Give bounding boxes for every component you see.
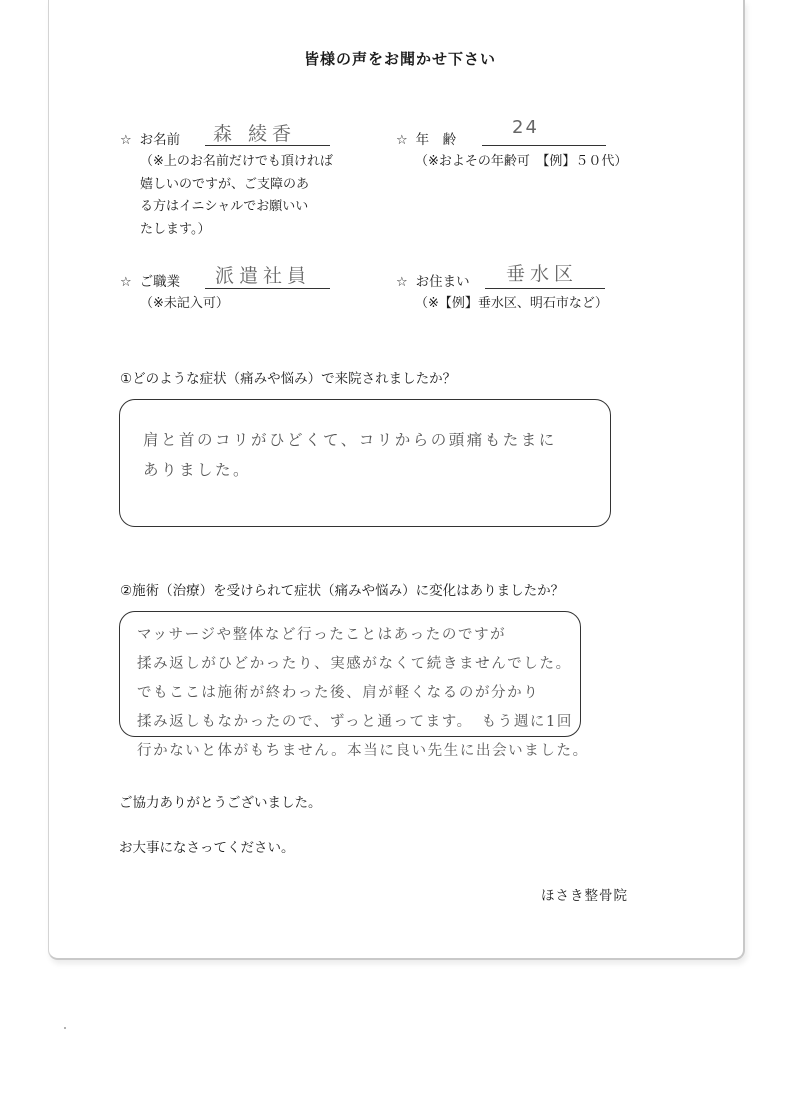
star-icon: ☆ — [396, 275, 408, 290]
age-underline — [482, 145, 606, 146]
name-underline — [205, 145, 330, 146]
occupation-field-label — [120, 270, 180, 290]
star-icon: ☆ — [120, 275, 132, 290]
clinic-name: ほさき整骨院 — [541, 888, 628, 904]
thanks-message: ご協力ありがとうございました。 — [119, 795, 322, 811]
occupation-underline — [205, 288, 330, 289]
answer-1-text: 肩と首のコリがひどくて、コリからの頭痛もたまに ありました。 — [143, 431, 557, 479]
age-field-label — [396, 128, 456, 148]
name-field-label — [120, 128, 180, 148]
name-note: （※上のお名前だけでも頂ければ 嬉しいのですが、ご支障のあ る方はイニシャルでお願いい たします。） — [140, 154, 333, 237]
answer-2-text: マッサージや整体など行ったことはあったのですが 揉み返しがひどかったり、実感がなくて続きませんでした。 でもここは施術が終わった後、肩が軽くなるのが分かり 揉み返しもなかったので、ずっと通ってます。 もう週に1回 行かないと体がもちません。本当に良い先生に出会いました。 — [137, 627, 589, 759]
age-value: 24 — [512, 117, 539, 138]
residence-note: （※【例】垂水区、明石市など） — [415, 296, 608, 311]
residence-label: お住まい — [415, 274, 470, 290]
age-label: 年 齢 — [415, 132, 457, 148]
name-value: 森 綾香 — [213, 123, 297, 145]
page-title: 皆様の声をお聞かせ下さい — [303, 50, 496, 68]
star-icon: ☆ — [396, 133, 408, 148]
get-well-message: お大事になさってください。 — [119, 840, 295, 856]
residence-value: 垂水区 — [506, 263, 579, 285]
scan-speck — [64, 1027, 66, 1029]
star-icon: ☆ — [120, 133, 132, 148]
question-2: ②施術（治療）を受けられて症状（痛みや悩み）に変化はありましたか？ — [120, 583, 565, 599]
residence-field-label — [396, 270, 470, 290]
question-1: ①どのような症状（痛みや悩み）で来院されましたか？ — [120, 371, 457, 387]
name-label: お名前 — [139, 132, 181, 148]
age-note: （※およその年齢可 【例】５０代） — [415, 154, 628, 169]
residence-underline — [485, 288, 605, 289]
occupation-value: 派遣社員 — [215, 265, 312, 287]
occupation-note: （※未記入可） — [140, 296, 229, 311]
occupation-label: ご職業 — [139, 274, 181, 290]
